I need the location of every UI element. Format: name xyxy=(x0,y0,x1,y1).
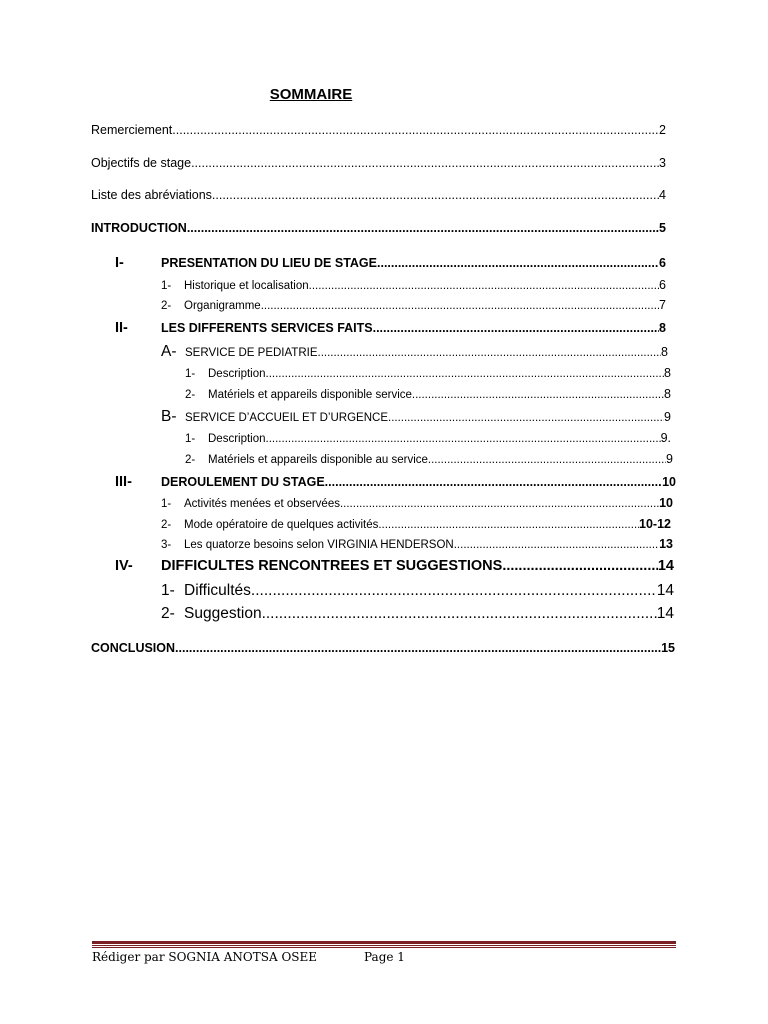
toc-label: Activités menées et observées xyxy=(184,498,340,510)
toc-number: II- xyxy=(115,320,128,336)
toc-page: 13 xyxy=(659,537,673,551)
toc-number: 1- xyxy=(185,368,196,380)
toc-page: 4 xyxy=(659,188,666,202)
footer-rule xyxy=(92,941,676,944)
toc-page: 10 xyxy=(662,475,676,489)
toc-label: Description xyxy=(208,433,266,445)
toc-label: Matériels et appareils disponible au service xyxy=(208,454,428,466)
toc-section-1[interactable] xyxy=(115,255,666,271)
toc-leader xyxy=(428,454,666,466)
toc-page: 14 xyxy=(656,605,674,622)
toc-entry-objectifs[interactable] xyxy=(91,156,666,170)
toc-entry-remerciement[interactable] xyxy=(91,123,666,137)
toc-page: 5 xyxy=(659,221,666,235)
toc-subsection-1-1[interactable] xyxy=(161,278,666,292)
toc-leader xyxy=(266,433,661,445)
toc-page: 3 xyxy=(659,156,666,170)
toc-label: Historique et localisation xyxy=(184,280,309,292)
toc-number: 2- xyxy=(161,605,175,622)
toc-number: I- xyxy=(115,255,124,271)
toc-label: CONCLUSION xyxy=(91,641,176,655)
toc-subsection-3-3[interactable] xyxy=(161,537,673,551)
toc-page: 8 xyxy=(661,345,668,359)
toc-leader xyxy=(377,256,659,270)
toc-number: 2- xyxy=(185,389,196,401)
toc-leader xyxy=(340,498,659,510)
toc-label: DIFFICULTES RENCONTREES ET SUGGESTIONS xyxy=(161,558,503,574)
toc-item-2-b-1[interactable] xyxy=(185,431,671,445)
toc-section-2[interactable] xyxy=(115,320,666,336)
toc-number: B- xyxy=(161,408,177,425)
toc-subsection-1-2[interactable] xyxy=(161,298,666,312)
toc-label: Remerciement xyxy=(91,123,173,137)
toc-entry-abreviations[interactable] xyxy=(91,188,666,202)
toc-label: Matériels et appareils disponible service xyxy=(208,389,412,401)
toc-number: 1- xyxy=(161,280,172,292)
toc-leader xyxy=(212,188,659,202)
toc-section-3[interactable] xyxy=(115,474,676,490)
toc-page: 9 xyxy=(666,452,673,466)
toc-subsection-4-1[interactable] xyxy=(161,582,674,600)
footer-rule xyxy=(92,947,676,948)
page-title: SOMMAIRE xyxy=(269,86,353,103)
toc-label: INTRODUCTION xyxy=(91,221,187,235)
toc-page: 14 xyxy=(656,582,674,599)
toc-item-2-a-2[interactable] xyxy=(185,387,671,401)
toc-entry-conclusion[interactable] xyxy=(91,641,675,655)
toc-page: 6 xyxy=(659,278,666,292)
toc-entry-introduction[interactable] xyxy=(91,221,666,235)
toc-label: SERVICE DE PEDIATRIE xyxy=(185,347,318,359)
footer-author: Rédiger par SOGNIA ANOTSA OSEE xyxy=(92,950,318,964)
toc-leader xyxy=(309,280,659,292)
toc-leader xyxy=(172,123,659,137)
toc-number: III- xyxy=(115,474,132,490)
toc-leader xyxy=(373,321,659,335)
toc-label: Mode opératoire de quelques activités xyxy=(184,519,379,531)
toc-page: 9. xyxy=(660,431,671,445)
toc-leader xyxy=(187,221,659,235)
toc-leader xyxy=(251,582,657,600)
toc-leader xyxy=(175,641,661,655)
toc-label: Les quatorze besoins selon VIRGINIA HENDERSON xyxy=(184,539,454,551)
toc-leader xyxy=(262,605,657,623)
toc-label: DEROULEMENT DU STAGE xyxy=(161,475,325,489)
toc-page: 8 xyxy=(664,387,671,401)
toc-page: 2 xyxy=(659,123,666,137)
toc-page: 15 xyxy=(661,641,675,655)
toc-page: 6 xyxy=(659,256,666,270)
toc-label: Difficultés xyxy=(184,582,251,599)
toc-section-4[interactable] xyxy=(115,558,674,574)
toc-page: 10-12 xyxy=(639,517,671,531)
toc-number: 1- xyxy=(161,582,175,599)
toc-leader xyxy=(325,475,662,489)
toc-label: LES DIFFERENTS SERVICES FAITS xyxy=(161,321,373,335)
toc-number: 2- xyxy=(161,300,172,312)
toc-number: IV- xyxy=(115,558,133,574)
toc-number: A- xyxy=(161,343,177,360)
toc-leader xyxy=(266,368,665,380)
toc-page: 10 xyxy=(659,496,673,510)
toc-leader xyxy=(412,389,664,401)
toc-label: SERVICE D’ACCUEIL ET D’URGENCE xyxy=(185,412,388,424)
toc-label: Suggestion xyxy=(184,605,262,622)
toc-leader xyxy=(191,156,659,170)
toc-label: Description xyxy=(208,368,266,380)
toc-subsection-2-b[interactable] xyxy=(161,408,671,426)
toc-subsection-3-2[interactable] xyxy=(161,517,671,531)
toc-leader xyxy=(378,519,639,531)
toc-leader xyxy=(388,412,664,424)
toc-number: 1- xyxy=(185,433,196,445)
toc-number: 1- xyxy=(161,498,172,510)
toc-number: 2- xyxy=(185,454,196,466)
toc-item-2-b-2[interactable] xyxy=(185,452,673,466)
toc-label: PRESENTATION DU LIEU DE STAGE xyxy=(161,256,377,270)
toc-page: 8 xyxy=(659,321,666,335)
toc-leader xyxy=(318,347,662,359)
toc-number: 3- xyxy=(161,539,172,551)
toc-leader xyxy=(454,539,659,551)
toc-subsection-4-2[interactable] xyxy=(161,605,674,623)
toc-label: Objectifs de stage xyxy=(91,156,192,170)
toc-label: Organigramme xyxy=(184,300,261,312)
toc-item-2-a-1[interactable] xyxy=(185,366,671,380)
toc-page: 9 xyxy=(664,410,671,424)
toc-leader xyxy=(502,558,658,574)
toc-page: 14 xyxy=(657,558,674,574)
toc-label: Liste des abréviations xyxy=(91,188,212,202)
toc-subsection-3-1[interactable] xyxy=(161,496,673,510)
footer-page-number: Page 1 xyxy=(364,950,405,964)
toc-leader xyxy=(261,300,659,312)
toc-subsection-2-a[interactable] xyxy=(161,343,668,361)
toc-page: 7 xyxy=(659,298,666,312)
footer-rule xyxy=(92,945,676,946)
toc-page: 8 xyxy=(664,366,671,380)
toc-number: 2- xyxy=(161,519,172,531)
